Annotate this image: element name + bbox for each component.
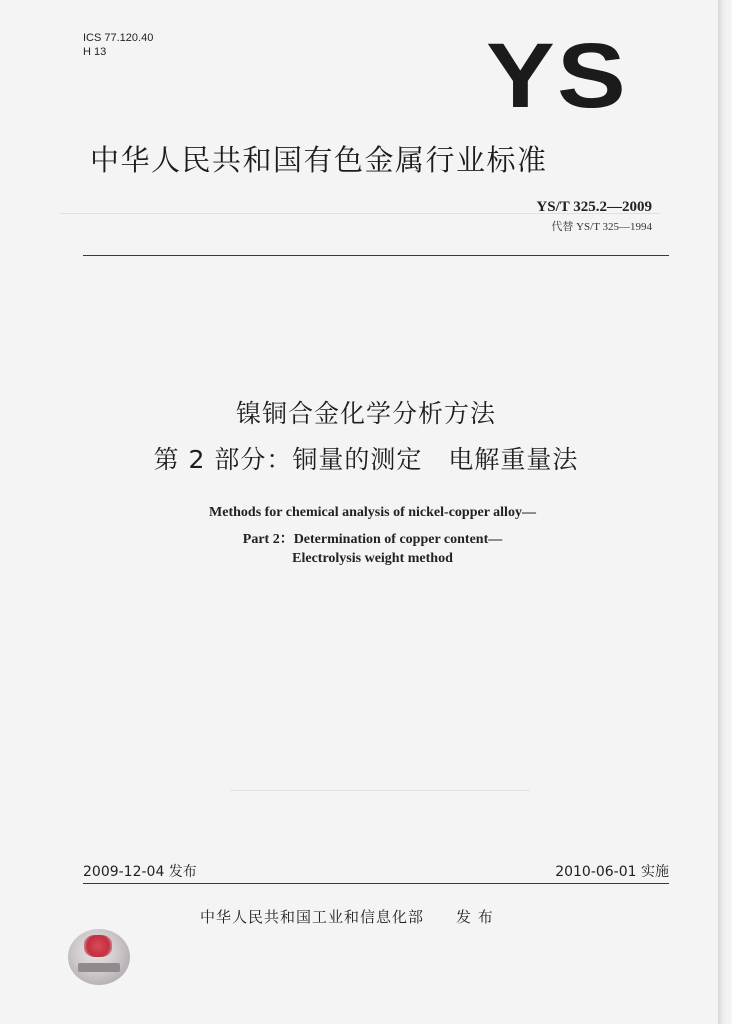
chinese-title-line-1: 镍铜合金化学分析方法: [235, 399, 496, 428]
anti-counterfeit-seal: [68, 929, 130, 985]
ics-code: ICS 77.120.40: [83, 32, 154, 44]
standard-number: YS/T 325.2—2009: [536, 199, 652, 215]
issue-date: 2009-12-04 发布: [83, 864, 197, 880]
chinese-title-line-2: 第 2 部分：铜量的测定 电解重量法: [153, 445, 579, 474]
seal-label-band: [78, 963, 120, 972]
effective-date: 2010-06-01 实施: [555, 864, 669, 880]
replaces-standard: 代替 YS/T 325—1994: [551, 221, 652, 233]
english-title-line-2: Part 2：Determination of copper content—: [242, 532, 503, 547]
english-title-line-3: Electrolysis weight method: [292, 551, 453, 566]
bleed-through-line: [230, 790, 530, 791]
footer-divider: [83, 883, 669, 884]
issuing-authority: 中华人民共和国工业和信息化部 发 布: [200, 908, 494, 926]
ys-logo: YS: [486, 25, 628, 127]
classification-codes: [83, 31, 153, 59]
header-divider: [83, 255, 669, 256]
english-title-line-1: Methods for chemical analysis of nickel-copper alloy—: [209, 505, 536, 520]
organization-title: 中华人民共和国有色金属行业标准: [90, 143, 548, 177]
ccs-code: H 13: [83, 46, 107, 58]
seal-red-emblem: [84, 935, 112, 957]
